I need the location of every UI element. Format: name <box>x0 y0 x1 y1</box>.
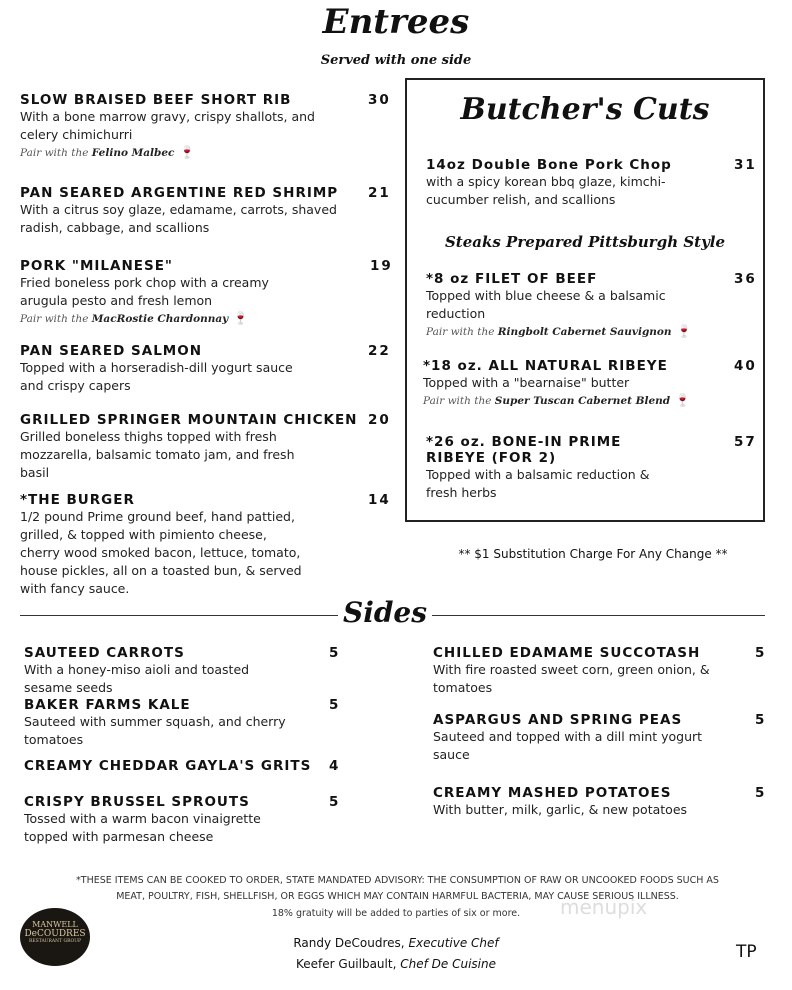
item-name: CHILLED EDAMAME SUCCOTASH <box>433 645 701 661</box>
item-description: Topped with a "bearnaise" butter <box>423 375 630 390</box>
wine-pairing <box>423 393 753 407</box>
item-description: Fried boneless pork chop with a creamy arugula pesto and fresh lemon <box>20 275 269 308</box>
item-name: CREAMY CHEDDAR GAYLA'S GRITS <box>24 758 312 774</box>
logo-line2: DeCOUDRES <box>24 929 86 939</box>
item-name: PORK "MILANESE" <box>20 258 173 274</box>
wine-pairing <box>20 145 380 159</box>
item-name: GRILLED SPRINGER MOUNTAIN CHICKEN <box>20 412 358 428</box>
gratuity-note: 18% gratuity will be added to parties of six or more. <box>271 908 521 919</box>
menu-item <box>20 412 391 482</box>
pairing-wine: Super Tuscan Cabernet Blend <box>494 395 671 407</box>
pairing-wine: MacRostie Chardonnay <box>91 313 229 325</box>
item-name: *18 oz. ALL NATURAL RIBEYE <box>423 358 668 374</box>
menu-item <box>426 434 756 502</box>
logo-line3: RESTAURANT GROUP <box>28 939 82 944</box>
menu-item <box>24 758 354 774</box>
menu-item <box>433 785 773 819</box>
menu-item <box>423 358 757 407</box>
menu-item <box>20 492 391 598</box>
item-price: 5 <box>329 645 341 661</box>
item-name: CRISPY BRUSSEL SPROUTS <box>24 794 250 810</box>
logo-line1: MANWELL <box>32 920 78 929</box>
item-description: 1/2 pound Prime ground beef, hand pattied, grilled, & topped with pimiento cheese, cherry wood smoked bacon, lettuce, tomato, house pickles, all on a toasted bun, & served with fancy sauce. <box>20 509 302 596</box>
wine-pairing <box>20 311 380 325</box>
sides-title: Sides <box>342 596 427 629</box>
item-price: 31 <box>734 157 757 173</box>
item-price: 14 <box>368 492 391 508</box>
entrees-subtitle: Served with one side <box>320 53 472 68</box>
item-price: 19 <box>370 258 393 274</box>
item-description: Sauteed with summer squash, and cherry tomatoes <box>24 714 286 747</box>
wine-pairing <box>426 324 756 338</box>
pairing-wine: Ringbolt Cabernet Sauvignon <box>497 326 672 338</box>
pairing-prefix: Pair with the <box>20 313 89 325</box>
item-description: Grilled boneless thighs topped with fresh mozzarella, balsamic tomato jam, and fresh basil <box>20 429 295 480</box>
menu-item <box>433 645 773 697</box>
chef2-name: Keefer Guilbault, <box>296 957 397 971</box>
item-name: *THE BURGER <box>20 492 135 508</box>
item-description: Topped with a horseradish-dill yogurt sauce and crispy capers <box>20 360 293 393</box>
menu-item <box>426 271 756 338</box>
menu-item <box>20 343 391 395</box>
item-name: 14oz Double Bone Pork Chop <box>426 157 672 173</box>
wine-glasses-icon: 🍷 <box>675 393 691 407</box>
item-name: ASPARGUS AND SPRING PEAS <box>433 712 683 728</box>
pairing-prefix: Pair with the <box>20 147 89 159</box>
menu-item <box>20 185 391 237</box>
item-description: With fire roasted sweet corn, green onion, & tomatoes <box>433 662 710 695</box>
item-price: 30 <box>368 92 391 108</box>
pairing-wine: Felino Malbec <box>91 147 175 159</box>
item-price: 5 <box>755 712 767 728</box>
pittsburgh-subtitle: Steaks Prepared Pittsburgh Style <box>444 233 726 251</box>
menu-item <box>24 697 354 749</box>
sides-rule-left <box>20 615 338 616</box>
item-name: PAN SEARED SALMON <box>20 343 202 359</box>
item-description: With a bone marrow gravy, crispy shallots, and celery chimichurri <box>20 109 315 142</box>
item-price: 4 <box>329 758 341 774</box>
menupix-watermark: menupix <box>560 895 648 919</box>
chef2-title: Chef De Cuisine <box>400 957 496 971</box>
entrees-title: Entrees <box>322 2 470 42</box>
menu-item <box>20 258 393 325</box>
item-name: SLOW BRAISED BEEF SHORT RIB <box>20 92 292 108</box>
wine-glasses-icon: 🍷 <box>676 324 692 338</box>
item-price: 57 <box>734 434 757 450</box>
wine-glasses-icon: 🍷 <box>179 145 195 159</box>
initials: TP <box>736 942 757 962</box>
item-name: PAN SEARED ARGENTINE RED SHRIMP <box>20 185 339 201</box>
item-price: 36 <box>734 271 757 287</box>
item-description: Tossed with a warm bacon vinaigrette topped with parmesan cheese <box>24 811 261 844</box>
item-name: BAKER FARMS KALE <box>24 697 191 713</box>
item-price: 5 <box>329 794 341 810</box>
menu-item <box>24 794 354 846</box>
menu-item <box>433 712 773 764</box>
pairing-prefix: Pair with the <box>423 395 492 407</box>
item-name: *26 oz. BONE-IN PRIME RIBEYE (FOR 2) <box>426 434 622 466</box>
item-price: 20 <box>368 412 391 428</box>
menu-item <box>24 645 354 697</box>
item-name: SAUTEED CARROTS <box>24 645 185 661</box>
item-price: 40 <box>734 358 757 374</box>
item-description: Sauteed and topped with a dill mint yogurt sauce <box>433 729 703 762</box>
chef1-name: Randy DeCoudres, <box>293 936 405 950</box>
sides-rule-right <box>432 615 765 616</box>
menu-item <box>20 92 391 159</box>
chef1-title: Executive Chef <box>408 936 499 950</box>
menu-item <box>426 157 756 209</box>
item-description: With a citrus soy glaze, edamame, carrots, shaved radish, cabbage, and scallions <box>20 202 337 235</box>
executive-chef <box>0 936 792 950</box>
item-price: 22 <box>368 343 391 359</box>
item-description: With butter, milk, garlic, & new potatoes <box>433 802 688 817</box>
item-price: 21 <box>368 185 391 201</box>
item-price: 5 <box>329 697 341 713</box>
item-description: With a honey-miso aioli and toasted sesame seeds <box>24 662 250 695</box>
substitution-note: ** $1 Substitution Charge For Any Change ** <box>458 547 728 561</box>
item-description: with a spicy korean bbq glaze, kimchi-cucumber relish, and scallions <box>426 174 666 207</box>
item-description: Topped with a balsamic reduction & fresh herbs <box>426 467 650 500</box>
advisory-text: *THESE ITEMS CAN BE COOKED TO ORDER, STATE MANDATED ADVISORY: THE CONSUMPTION OF RAW OR UNCOOKED FOODS SUCH AS MEAT, POULTRY, FISH, SHELLFISH, OR EGGS WHICH MAY CONTAIN HARMFUL BACTERIA, MAY CAUSE SERIOUS ILLNESS. <box>76 875 719 902</box>
item-name: *8 oz FILET OF BEEF <box>426 271 598 287</box>
item-price: 5 <box>755 645 767 661</box>
item-description: Topped with blue cheese & a balsamic reduction <box>426 288 666 321</box>
wine-glasses-icon: 🍷 <box>233 311 249 325</box>
pairing-prefix: Pair with the <box>426 326 495 338</box>
butchers-cuts-title: Butcher's Cuts <box>460 92 710 127</box>
item-price: 5 <box>755 785 767 801</box>
item-name: CREAMY MASHED POTATOES <box>433 785 672 801</box>
chef-de-cuisine <box>0 957 792 971</box>
